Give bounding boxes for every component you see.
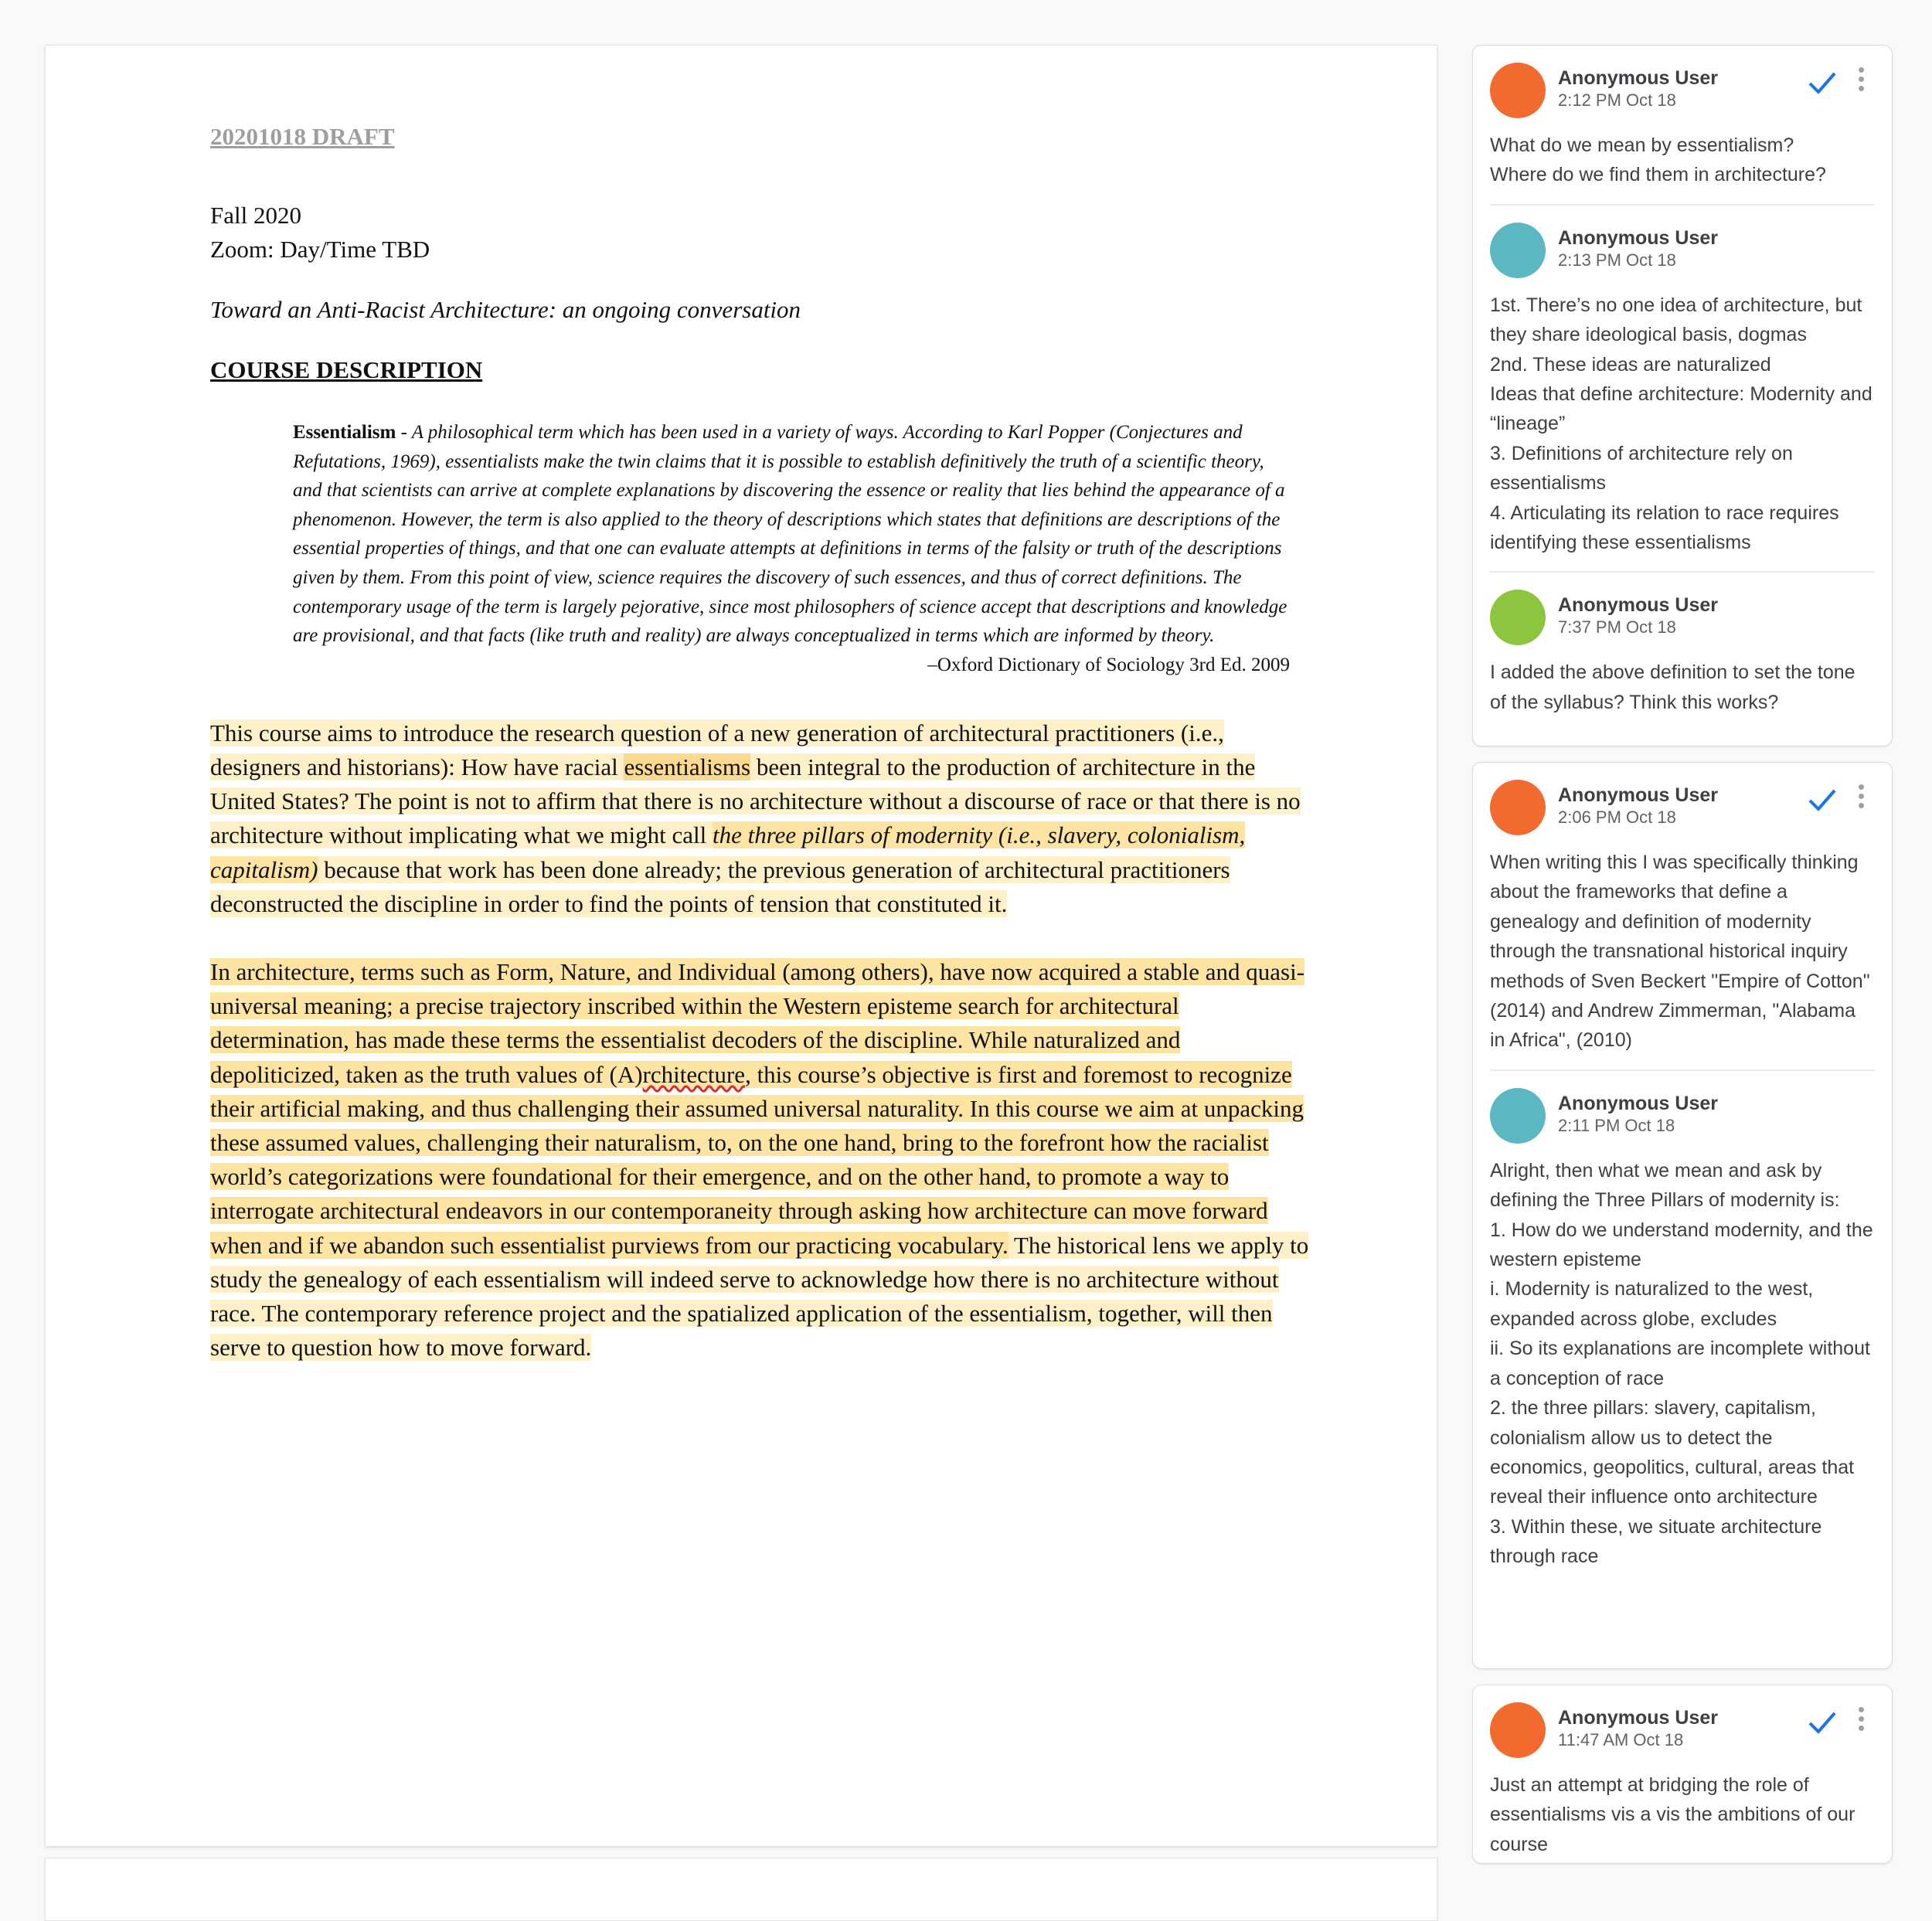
checkmark-icon[interactable] xyxy=(1807,69,1838,97)
comment-text: I added the above definition to set the tone of the syllabus? Think this works? xyxy=(1490,661,1855,713)
avatar xyxy=(1490,1702,1546,1758)
quote-source: –Oxford Dictionary of Sociology 3rd Ed. 2009 xyxy=(927,654,1290,675)
more-options-icon[interactable] xyxy=(1856,784,1866,812)
course-paragraph-2 xyxy=(210,955,1315,1365)
avatar xyxy=(1490,223,1546,278)
checkmark-icon[interactable] xyxy=(1807,1708,1838,1736)
comment-entry xyxy=(1473,46,1892,204)
comment-highlight[interactable]: the three pillars of modernity (i.e., slavery, colonialism, capitalism) xyxy=(210,821,1246,883)
quote-term: Essentialism xyxy=(293,422,396,443)
comment-author: Anonymous User xyxy=(1558,67,1718,89)
comment-time: 11:47 AM Oct 18 xyxy=(1558,1730,1684,1749)
comment-time: 2:12 PM Oct 18 xyxy=(1558,90,1676,110)
comment-author: Anonymous User xyxy=(1558,226,1718,249)
document-page xyxy=(45,45,1437,1847)
comment-author: Anonymous User xyxy=(1558,784,1718,806)
definition-quote xyxy=(293,418,1290,651)
comment-highlight[interactable]: This course aims to introduce the research question of a new generation of architectural practitioners (i.e., designers and historians): How have racial xyxy=(210,719,1224,780)
avatar xyxy=(1490,1088,1546,1144)
avatar xyxy=(1490,590,1546,645)
document-body[interactable] xyxy=(210,123,1308,1365)
comment-text: When writing this I was specifically thinking about the frameworks that define a genealogy and definition of modernity through the transnational historical inquiry methods of Sven Beckert "Empire of Cotton" (2014) and Andrew Zimmerman, "Alabama in Africa", (2010) xyxy=(1490,852,1870,1052)
comment-entry xyxy=(1473,763,1892,1069)
comment-author: Anonymous User xyxy=(1558,1707,1718,1729)
comment-highlight[interactable]: The historical lens we apply to study the genealogy of each essentialism will indeed serve to acknowledge how there is no architecture without race. The contemporary reference project and the spatialized application of the essentialism, together, will then serve to question how to move forward. xyxy=(210,1231,1309,1362)
comment-thread[interactable] xyxy=(1472,762,1893,1669)
comment-highlight[interactable]: because that work has been done already; the previous generation of architectural practitioners deconstructed the discipline in order to find the points of tension that constituted it. xyxy=(210,855,1230,917)
more-options-icon[interactable] xyxy=(1856,67,1866,95)
comment-text: 1st. There’s no one idea of architecture, but they share ideological basis, dogmas 2nd. These ideas are naturalized Ideas that define architecture: Modernity and “lineage” 3. Definitions of architecture rely on essentialisms 4. Articulating its relation to race requires identifying these essentialisms xyxy=(1490,294,1872,554)
comment-reply xyxy=(1490,1069,1875,1586)
comment-highlight[interactable]: In architecture, terms such as Form, Nature, and Individual (among others), have now acquired a stable and quasi-universal meaning; a precise trajectory inscribed within the Western episteme search for architectural determination, has made these terms the essentialist decoders of the discipline. While naturalized and depoliticized, taken as the truth values of (A) xyxy=(210,957,1305,1088)
misspelled-word[interactable]: rchitecture xyxy=(642,1060,746,1088)
zoom-line: Zoom: Day/Time TBD xyxy=(210,236,430,263)
comment-entry xyxy=(1473,1685,1892,1873)
comment-highlight[interactable]: been integral to the production of architecture in the United States? The point is not to affirm that there is no architecture without a discourse of race or that there is no architecture without implicating what we might call xyxy=(210,753,1301,849)
avatar xyxy=(1490,780,1546,835)
course-title: Toward an Anti-Racist Architecture: an ongoing conversation xyxy=(210,296,801,323)
comment-thread[interactable] xyxy=(1472,1685,1893,1864)
term-line: Fall 2020 xyxy=(210,202,301,229)
quote-text: A philosophical term which has been used in a variety of ways. According to Karl Popper (Conjectures and Refutations, 1969), essentialists make the twin claims that it is possible to establish definitively the truth of a scientific theory, and that scientists can arrive at complete explanations by discovering the essence or reality that lies behind the appearance of a phenomenon. However, the term is also applied to the theory of descriptions which states that definitions are descriptions of the essential properties of things, and that one can evaluate attempts at definitions in terms of the falsity or truth of the descriptions given by them. From this point of view, science requires the discovery of such essences, and thus of correct definitions. The contemporary usage of the term is largely pejorative, since most philosophers of science accept that descriptions and knowledge are provisional, and that facts (like truth and reality) are always conceptualized in terms which are informed by theory. xyxy=(293,422,1287,647)
comment-time: 7:37 PM Oct 18 xyxy=(1558,617,1676,638)
more-options-icon[interactable] xyxy=(1856,1707,1866,1735)
comment-text: Just an attempt at bridging the role of essentialisms vis a vis the ambitions of our course xyxy=(1490,1774,1855,1855)
comment-reply xyxy=(1490,204,1875,572)
comment-text: Alright, then what we mean and ask by defining the Three Pillars of modernity is: 1. How do we understand modernity, and the western episteme i. Modernity is naturalized to the west, expanded across globe, excludes ii. So its explanations are incomplete without a conception of race 2. the three pillars: slavery, capitalism, colonialism allow us to detect the economics, geopolitics, cultural, areas that reveal their influence onto architecture 3. Within these, we situate architecture through race xyxy=(1490,1159,1873,1568)
next-document-page xyxy=(45,1858,1437,1921)
comment-time: 2:13 PM Oct 18 xyxy=(1558,250,1676,270)
comment-reply xyxy=(1490,571,1875,731)
section-heading: COURSE DESCRIPTION xyxy=(210,356,483,383)
comment-author: Anonymous User xyxy=(1558,594,1718,617)
comment-time: 2:06 PM Oct 18 xyxy=(1558,808,1676,827)
comment-text: What do we mean by essentialism? Where do we find them in architecture? xyxy=(1490,134,1826,186)
comment-author: Anonymous User xyxy=(1558,1092,1718,1114)
comment-time: 2:11 PM Oct 18 xyxy=(1558,1115,1675,1135)
course-paragraph-1 xyxy=(210,716,1315,921)
checkmark-icon[interactable] xyxy=(1807,786,1838,814)
draft-label[interactable]: 20201018 DRAFT xyxy=(210,123,395,150)
comment-highlight[interactable]: essentialisms xyxy=(624,753,751,780)
avatar xyxy=(1490,63,1546,118)
comment-thread[interactable] xyxy=(1472,45,1893,746)
comment-highlight[interactable]: , this course’s objective is first and foremost to recognize their artificial making, and thus challenging their assumed universal naturality. In this course we aim at unpacking these assumed values, challenging their naturalism, to, on the one hand, bring to the forefront how the racialist world’s categorizations were foundational for their emergence, and on the other hand, to promote a way to interrogate architectural endeavors in our contemporaneity through asking how architecture can move forward when and if we abandon such essentialist purviews from our practicing vocabulary. xyxy=(210,1060,1304,1259)
quote-dash: - xyxy=(396,422,412,443)
